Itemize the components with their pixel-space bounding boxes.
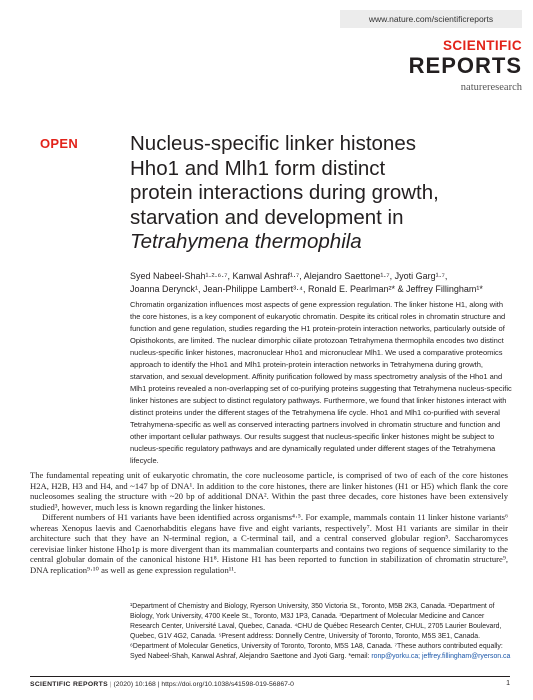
journal-url-bar[interactable]: www.nature.com/scientificreports xyxy=(340,10,522,28)
body-text xyxy=(30,470,508,575)
footer-divider xyxy=(30,676,510,677)
title-line-5: Tetrahymena thermophila xyxy=(130,230,362,253)
abstract: Chromatin organization influences most aspects of gene expression regulation. The linker histone H1, along with the core histones, is a key component of eukaryotic chromatin. Despite its critical roles in chromatin structure and function and gene regulation, studies regarding the H1 protein-protein interaction networks, particularly outside of Opisthokonts, are limited. The nuclear dimorphic ciliate protozoan Tetrahymena thermophila encodes two distinct nucleus-specific linker histones, macronuclear Hho1 and micronuclear Mlh1. We used a comparative proteomics approach to identify the Hho1 and Mlh1 protein-protein interaction networks in Tetrahymena during growth, starvation, and sexual development. Affinity purification followed by mass spectrometry analysis of the Hho1 and Mlh1 proteins revealed a non-overlapping set of co-purifying proteins suggesting that Tetrahymena nucleus-specific linker histones are subject to distinct regulatory pathways. Furthermore, we found that linker histones interact with distinct proteins under the different stages of the Tetrahymena life cycle. Hho1 and Mlh1 co-purified with several Tetrahymena-specific as well as conserved interacting partners involved in chromatin structure and function and other important cellular pathways. Our results suggest that nucleus-specific linker histones might be subject to nucleus-specific regulatory pathways and are dynamically regulated under different stages of the Tetrahymena lifecycle. xyxy=(130,300,512,465)
open-access-label: OPEN xyxy=(40,136,79,151)
title-line-4: starvation and development in xyxy=(130,205,404,229)
journal-logo-reports: REPORTS xyxy=(408,53,522,78)
correspondence-emails[interactable]: ronp@yorku.ca; jeffrey.fillingham@ryerson.ca xyxy=(371,653,511,660)
authors-line-1: Syed Nabeel-Shah¹·²·⁶·⁷, Kanwal Ashraf¹·⁷, Alejandro Saettone¹·⁷, Jyoti Garg¹·⁷, xyxy=(130,271,448,281)
journal-logo-scientific: SCIENTIFIC xyxy=(442,38,522,53)
article-title xyxy=(130,132,510,255)
title-line-1: Nucleus-specific linker histones xyxy=(130,132,416,155)
body-paragraph-1: The fundamental repeating unit of eukaryotic chromatin, the core nucleosome particle, is comprised of two of each of the core histones H2A, H2B, H3 and H4, and ~147 bp of DNA¹. In addition to the core histones, there are linker histones (H1 or H5) which flank the core nucleosomes sealing the structure with ~20 bp of additional DNA². Within the past three decades, core histones have been extensively studied³, however, much less is known regarding the linker histones. xyxy=(30,470,508,512)
footer-citation[interactable]: (2020) 10:168 | https://doi.org/10.1038/s41598-019-56867-0 xyxy=(113,681,294,688)
footer xyxy=(30,680,510,690)
author-list xyxy=(130,270,515,296)
body-paragraph-2: Different numbers of H1 variants have been identified across organisms⁴·⁵. For example, mammals contain 11 linker histone variants⁶ whereas Xenopus laevis and Caenorhabditis elegans have five and eight variants, respectively⁷. Most H1 variants are similar in their architecture such that they have an N-terminal region, a C-terminal tail, and a central conserved globular region⁵. Saccharomyces cerevisiae linker histone Hho1p is more divergent than its mammalian counterparts and contains two regions of sequence similarity to the central globular domain of the canonical histone H1⁸. Histone H1 has been reported to function in stabilization of chromatin structure⁹, DNA replication⁹·¹⁰ as well as gene expression regulation¹¹. xyxy=(30,512,508,575)
publisher-logo: natureresearch xyxy=(460,82,522,93)
affiliations xyxy=(130,602,515,662)
title-line-2: Hho1 and Mlh1 form distinct xyxy=(130,156,386,180)
footer-separator: | xyxy=(109,681,112,688)
affiliations-text: ¹Department of Chemistry and Biology, Ryerson University, 350 Victoria St., Toronto, M5B 2K3, Canada. ²Department of Biology, York University, 4700 Keele St., Toronto, M3J 1P3, Canada. ³Department of Molecular Medicine and Cancer Research Center, Université Laval, Quebec, Canada. ⁴CHU de Québec Research Center, CHUL, 2705 Laurier Boulevard, Quebec, G1V 4G2, Canada. ⁵Present address: Donnelly Centre, University of Toronto, Toronto, M5S 3E1, Canada. ⁶Department of Molecular Genetics, University of Toronto, Toronto, M5S 1A8, Canada. ⁷These authors contributed equally: Syed Nabeel-Shah, Kanwal Ashraf, Alejandro Saettone and Jyoti Garg. *email: xyxy=(130,603,503,660)
footer-journal-name: SCIENTIFIC REPORTS xyxy=(30,681,108,688)
authors-line-2: Joanna Derynck¹, Jean-Philippe Lambert³·⁴, Ronald E. Pearlman²* & Jeffrey Fillingham¹* xyxy=(130,284,483,294)
page-number: 1 xyxy=(506,680,510,687)
title-line-3: protein interactions during growth, xyxy=(130,181,439,204)
